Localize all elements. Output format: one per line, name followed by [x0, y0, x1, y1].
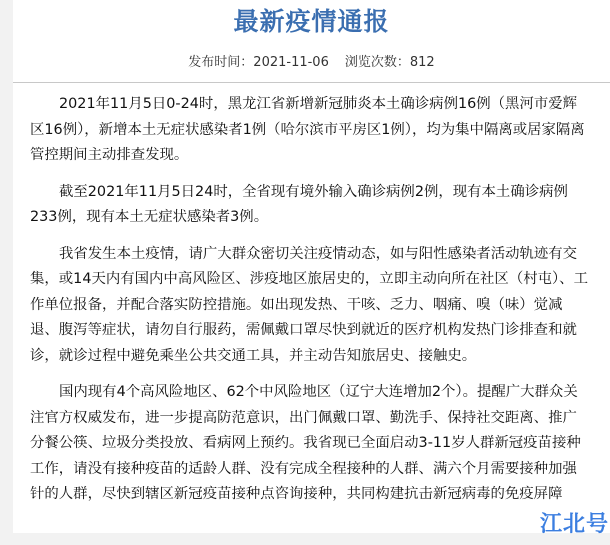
paragraph: 2021年11月5日0-24时，黑龙江省新增新冠肺炎本土确诊病例16例（黑河市爱辉区16例），新增本土无症状感染者1例（哈尔滨市平房区1例），均为集中隔离或居家隔离管控期间主动排查发现。 — [30, 96, 585, 163]
page-title: 最新疫情通报 — [233, 7, 390, 36]
paragraph: 我省发生本土疫情，请广大群众密切关注疫情动态，如与阳性感染者活动轨迹有交集，或14天内有国内中高风险区、涉疫地区旅居史的，立即主动向所在社区（村屯）、工作单位报备，并配合落实防控措施。如出现发热、干咳、乏力、咽痛、嗅（味）觉减退、腹泻等症状，请勿自行服药，需佩戴口罩尽快到就近的医疗机构发热门诊排查和就诊，就诊过程中避免乘坐公共交通工具，并主动告知旅居史、接触史。 — [30, 245, 588, 364]
article-meta — [13, 54, 610, 72]
view-count: 浏览次数：812 — [344, 55, 435, 70]
article-page — [13, 0, 610, 533]
paragraph: 截至2021年11月5日24时，全省现有境外输入确诊病例2例，现有本土确诊病例233例，现有本土无症状感染者3例。 — [30, 183, 568, 225]
watermark-logo: 江北号 — [540, 512, 610, 537]
article-body — [30, 92, 590, 519]
divider — [13, 82, 610, 83]
publish-date: 发布时间：2021-11-06 — [188, 55, 329, 70]
paragraph: 国内现有4个高风险地区、62个中风险地区（辽宁大连增加2个）。提醒广大群众关注官方权威发布，进一步提高防范意识，出门佩戴口罩、勤洗手、保持社交距离、推广分餐公筷、垃圾分类投放、看病网上预约。我省现已全面启动3-11岁人群新冠疫苗接种工作，请没有接种疫苗的适龄人群、没有完成全程接种的人群、满六个月需要接种加强针的人群，尽快到辖区新冠疫苗接种点咨询接种，共同构建抗击新冠病毒的免疫屏障 — [30, 384, 581, 502]
